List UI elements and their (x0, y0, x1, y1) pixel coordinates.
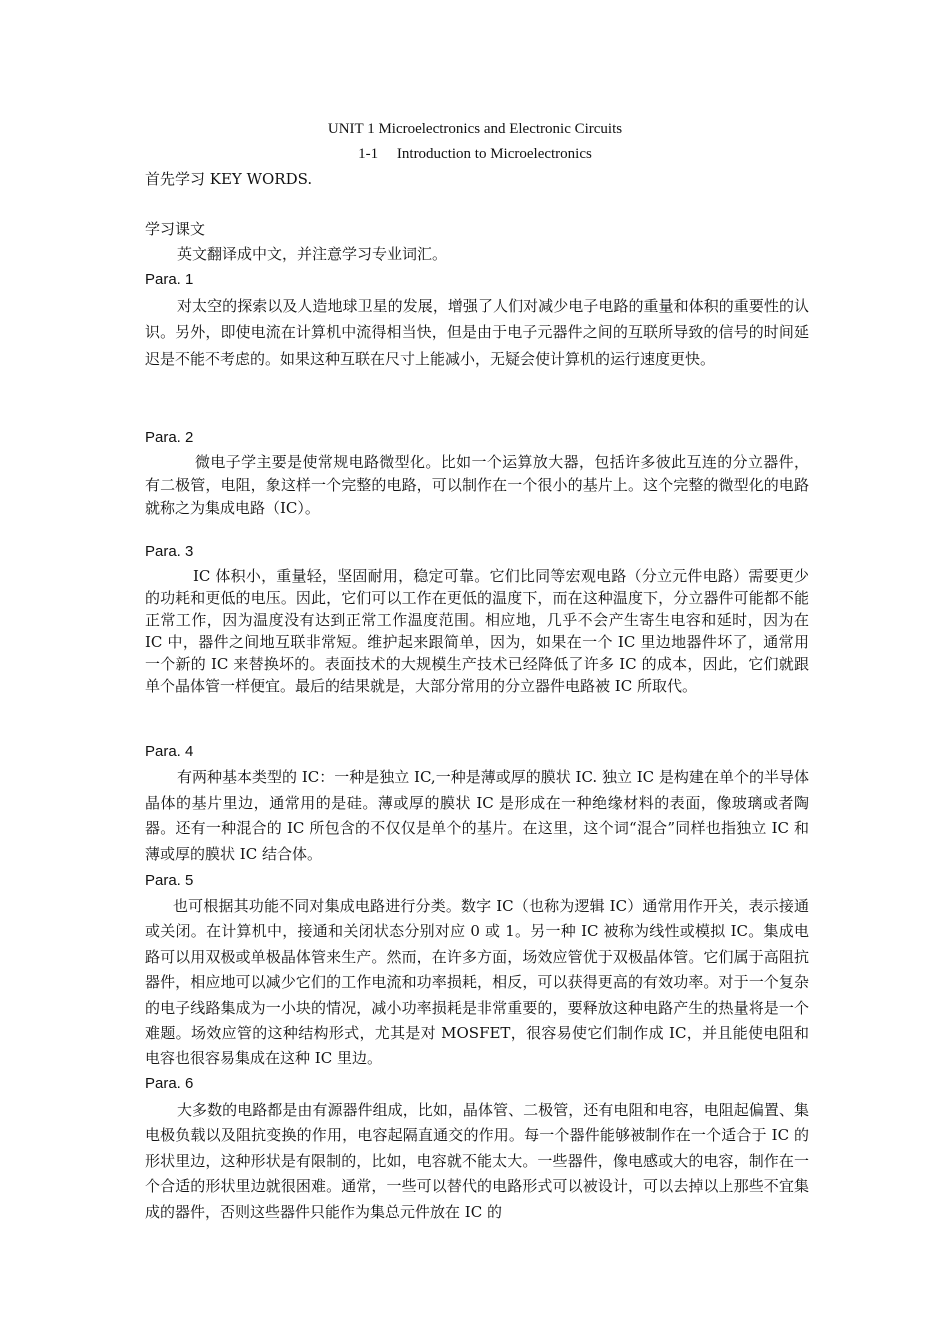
para-1-text: 对太空的探索以及人造地球卫星的发展，增强了人们对减少电子电路的重量和体积的重要性的认识。另外，即使电流在计算机中流得相当快，但是由于电子元器件之间的互联所导致的信号的时间延迟是不能不考虑的。如果这种互联在尺寸上能减小，无疑会使计算机的运行速度更快。 (145, 297, 809, 368)
para-4-label: Para. 4 (145, 743, 194, 760)
para-1-label: Para. 1 (145, 271, 194, 288)
para-3-label: Para. 3 (145, 543, 194, 560)
para-6-text: 大多数的电路都是由有源器件组成，比如，晶体管、二极管，还有电阻和电容，电阻起偏置、集电极负载以及阻抗变换的作用，电容起隔直通交的作用。每一个器件能够被制作在一个适合于 IC 的形状里边，这种形状是有限制的，比如，电容就不能太大。一些器件，像电感或大的电容，制作在一个合适的形状里边就很困难。通常，一些可以替代的电路形式可以被设计，可以去掉以上那些不宜集成的器件，否则这些器件只能作为集总元件放在 IC 的 (145, 1101, 809, 1221)
para-3-text: IC 体积小，重量轻，坚固耐用，稳定可靠。它们比同等宏观电路（分立元件电路）需要更少的功耗和更低的电压。因此，它们可以工作在更低的温度下，而在这种温度下，分立器件可能都不能正常工作，因为温度没有达到正常工作温度范围。相应地，几乎不会产生寄生电容和延时，因为在 IC 中，器件之间地互联非常短。维护起来跟简单，因为，如果在一个 IC 里边地器件坏了，通常用一个新的 IC 来替换坏的。表面技术的大规模生产技术已经降低了许多 IC 的成本，因此，它们就跟单个晶体管一样便宜。最后的结果就是，大部分常用的分立器件电路被 IC 所取代。 (145, 567, 809, 695)
para-5-text: 也可根据其功能不同对集成电路进行分类。数字 IC（也称为逻辑 IC）通常用作开关，表示接通或关闭。在计算机中，接通和关闭状态分别对应 0 或 1。另一种 IC 被称为线性或模拟 IC。集成电路可以用双极或单极晶体管来生产。然而，在许多方面，场效应管优于双极晶体管。它们属于高阻抗器件，相应地可以减少它们的工作电流和功率损耗，相反，可以获得更高的有效功率。对于一个复杂的电子线路集成为一小块的情况，减小功率损耗是非常重要的，要释放这种电路产生的热量将是一个难题。场效应管的这种结构形式，尤其是对 MOSFET，很容易使它们制作成 IC，并且能使电阻和电容也很容易集成在这种 IC 里边。 (145, 897, 809, 1068)
para-2-text: 微电子学主要是使常规电路微型化。比如一个运算放大器，包括许多彼此互连的分立器件，有二极管，电阻，象这样一个完整的电路，可以制作在一个很小的基片上。这个完整的微型化的电路就称之为集成电路（IC）。 (145, 453, 809, 517)
instruction-line: 英文翻译成中文，并注意学习专业词汇。 (177, 245, 448, 263)
para-4-body (145, 765, 809, 868)
section-title: 1-1 Introduction to Microelectronics (358, 146, 592, 162)
para-5-label: Para. 5 (145, 872, 194, 889)
para-3-body (145, 565, 809, 697)
study-text-heading: 学习课文 (145, 220, 206, 238)
para-5-body (145, 894, 809, 1072)
para-6-label: Para. 6 (145, 1075, 194, 1092)
para-4-text: 有两种基本类型的 IC：一种是独立 IC,一种是薄或厚的膜状 IC. 独立 IC 是构建在单个的半导体晶体的基片里边，通常用的是硅。薄或厚的膜状 IC 是形成在一种绝缘材料的表面，像玻璃或者陶器。还有一种混合的 IC 所包含的不仅仅是单个的基片。在这里，这个词“混合”同样也指独立 IC 和薄或厚的膜状 IC 结合体。 (145, 768, 809, 864)
para-6-body (145, 1098, 809, 1225)
key-words-line: 首先学习 KEY WORDS. (145, 170, 313, 188)
para-1-body (145, 293, 809, 372)
unit-title: UNIT 1 Microelectronics and Electronic Circuits (327, 121, 623, 137)
para-2-body (145, 451, 809, 520)
para-2-label: Para. 2 (145, 429, 194, 446)
